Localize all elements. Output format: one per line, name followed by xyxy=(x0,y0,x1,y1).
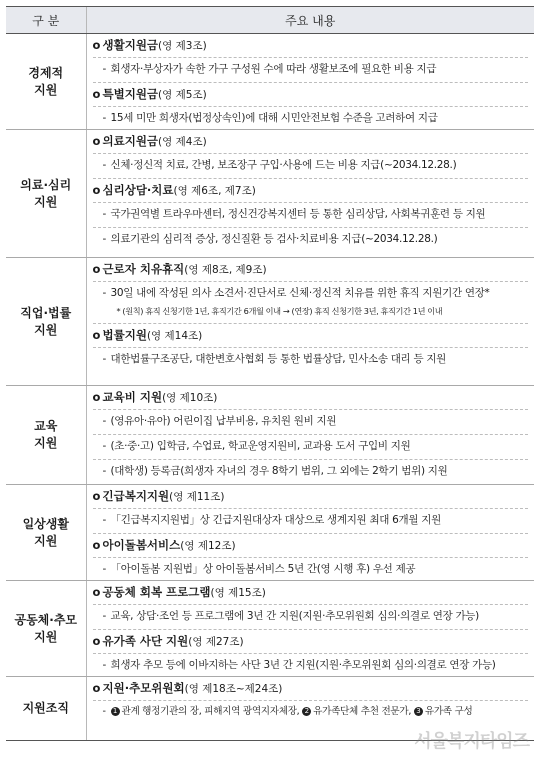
table-row xyxy=(6,130,534,258)
dash-icon: - xyxy=(102,563,106,575)
content-cell xyxy=(86,485,534,581)
item-name: 지원·추모위원회 xyxy=(102,681,185,695)
support-item xyxy=(87,258,535,324)
item-description xyxy=(93,410,529,432)
description-text: 「긴급복지지원법」상 긴급지원대상자 대상으로 생계지원 최대 6개월 지원 xyxy=(110,514,441,526)
item-name: 아이돌봄서비스 xyxy=(102,538,181,552)
bullet-icon: o xyxy=(92,681,101,695)
support-item xyxy=(87,83,535,129)
support-table xyxy=(6,6,534,741)
description-text: 대한법률구조공단, 대한변호사협회 등 통한 법률상담, 민사소송 대리 등 지원 xyxy=(110,353,447,365)
content-cell xyxy=(86,581,534,677)
category-cell: 교육 지원 xyxy=(6,386,86,485)
dash-icon: - xyxy=(102,659,106,671)
item-description xyxy=(93,460,529,482)
item-reference: (영 제3조) xyxy=(158,40,207,52)
item-description xyxy=(93,348,529,370)
number-circle-icon: 2 xyxy=(302,707,311,716)
dash-icon: - xyxy=(102,514,106,526)
category-cell: 지원조직 xyxy=(6,677,86,741)
item-description xyxy=(93,58,529,80)
item-title xyxy=(93,327,529,345)
category-cell: 공동체·추모 지원 xyxy=(6,581,86,677)
item-reference: (영 제11조) xyxy=(169,491,225,503)
bullet-icon: o xyxy=(92,87,101,101)
description-text: (대학생) 등록금(희생자 자녀의 경우 8학기 범위, 그 외에는 2학기 범위) 지원 xyxy=(110,465,448,477)
item-reference: (영 제14조) xyxy=(146,330,203,342)
item-description xyxy=(93,605,529,627)
description-text: 국가권역별 트라우마센터, 정신건강복지센터 등 통한 심리상담, 사회복귀훈련 등 지원 xyxy=(110,208,486,220)
support-item xyxy=(87,179,535,250)
bullet-icon: o xyxy=(92,183,101,197)
description-text: (영유아·유아) 어린이집 납부비용, 유치원 원비 지원 xyxy=(110,415,337,427)
item-description xyxy=(93,282,529,304)
item-title xyxy=(93,680,529,698)
item-description xyxy=(93,203,529,225)
dash-icon: - xyxy=(102,63,106,75)
description-text: 15세 미만 희생자(법정상속인)에 대해 시민안전보험 수준을 고려하여 지급 xyxy=(110,112,438,124)
footnote: * (원칙) 휴직 신청기한 1년, 휴직기간 6개월 이내 → (연장) 휴직 신청기한 3년, 휴직기간 1년 이내 xyxy=(116,306,443,316)
description-text: 회생자·부상자가 속한 가구 구성원 수에 따라 생활보조에 필요한 비용 지급 xyxy=(110,63,437,75)
description-text: 「아이돌봄 지원법」상 아이돌봄서비스 5년 간(영 시행 후) 우선 제공 xyxy=(110,563,416,575)
watermark-text: 서울복지타임즈 xyxy=(414,731,529,752)
item-title xyxy=(93,488,529,506)
bullet-icon: o xyxy=(92,38,101,52)
bullet-icon: o xyxy=(92,538,101,552)
item-title xyxy=(93,633,529,651)
dash-icon: - xyxy=(102,353,106,365)
item-description xyxy=(93,154,529,176)
description-text: 희생자 추모 등에 이바지하는 사단 3년 간 지원(지원·추모위원회 심의·의결로 연장 가능) xyxy=(110,659,496,671)
item-reference: (영 제18조~제24조) xyxy=(184,683,283,695)
item-name: 유가족 사단 지원 xyxy=(102,634,189,648)
category-cell: 일상생활 지원 xyxy=(6,485,86,581)
header-content: 주요 내용 xyxy=(86,7,534,34)
item-reference: (영 제10조) xyxy=(162,392,218,404)
item-name: 근로자 치유휴직 xyxy=(102,262,185,276)
dash-icon: - xyxy=(102,208,106,220)
dash-icon: - xyxy=(102,112,106,124)
support-item xyxy=(87,130,535,179)
item-name: 공동체 회복 프로그램 xyxy=(102,585,211,599)
description-text: 의료기관의 심리적 증상, 정신질환 등 검사·치료비용 지급(~2034.12.28.) xyxy=(110,233,438,245)
support-item xyxy=(87,386,535,482)
table-row xyxy=(6,485,534,581)
header-row xyxy=(6,7,534,34)
number-circle-icon: 3 xyxy=(414,707,423,716)
support-item xyxy=(87,534,535,580)
item-reference: (영 제15조) xyxy=(210,587,266,599)
item-title xyxy=(93,261,529,279)
table-row xyxy=(6,258,534,386)
content-cell xyxy=(86,130,534,258)
item-reference: (영 제12조) xyxy=(180,540,236,552)
table-row xyxy=(6,386,534,485)
item-title xyxy=(93,537,529,555)
support-item xyxy=(87,581,535,630)
content-cell xyxy=(86,258,534,386)
item-name: 긴급복지지원 xyxy=(102,489,170,503)
support-item xyxy=(87,485,535,534)
dash-icon: - xyxy=(102,706,106,717)
content-cell xyxy=(86,386,534,485)
item-reference: (영 제27조) xyxy=(188,636,244,648)
dash-icon: - xyxy=(102,233,106,245)
dash-icon: - xyxy=(102,415,106,427)
support-item xyxy=(87,630,535,676)
dash-icon: - xyxy=(102,440,106,452)
number-circle-icon: 1 xyxy=(111,707,120,716)
item-reference: (영 제5조) xyxy=(158,89,207,101)
support-item xyxy=(87,324,535,370)
item-description xyxy=(93,435,529,457)
dash-icon: - xyxy=(102,465,106,477)
description-text: 신체·정신적 치료, 간병, 보조장구 구입·사용에 드는 비용 지급(~2034.12.28.) xyxy=(110,159,457,171)
bullet-icon: o xyxy=(92,262,101,276)
dash-icon: - xyxy=(102,159,106,171)
description-text: 교육, 상담·조언 등 프로그램에 3년 간 지원(지원·추모위원회 심의·의결로 연장 가능) xyxy=(110,610,479,622)
item-name: 특별지원금 xyxy=(102,87,159,101)
bullet-icon: o xyxy=(92,585,101,599)
item-description xyxy=(93,654,529,676)
bullet-icon: o xyxy=(92,634,101,648)
item-title xyxy=(93,389,529,407)
category-cell: 의료·심리 지원 xyxy=(6,130,86,258)
item-title xyxy=(93,584,529,602)
category-cell: 경제적 지원 xyxy=(6,34,86,130)
header-category: 구 분 xyxy=(6,7,86,34)
description-text: (초·중·고) 입학금, 수업료, 학교운영지원비, 교과용 도서 구입비 지원 xyxy=(110,440,411,452)
item-title xyxy=(93,182,529,200)
table-row xyxy=(6,34,534,130)
item-reference: (영 제4조) xyxy=(158,136,207,148)
table-row xyxy=(6,581,534,677)
item-description xyxy=(93,228,529,250)
item-name: 교육비 지원 xyxy=(102,390,163,404)
item-title xyxy=(93,133,529,151)
support-item xyxy=(87,677,535,723)
item-title xyxy=(93,86,529,104)
item-description xyxy=(93,107,529,129)
item-title xyxy=(93,37,529,55)
item-description xyxy=(93,701,529,723)
item-description xyxy=(93,558,529,580)
item-name: 심리상담·치료 xyxy=(102,183,174,197)
item-reference: (영 제6조, 제7조) xyxy=(173,185,256,197)
description-text: 유가족단체 추천 전문가, xyxy=(313,706,414,717)
item-name: 법률지원 xyxy=(102,328,147,342)
description-text: 유가족 구성 xyxy=(424,706,473,717)
bullet-icon: o xyxy=(92,134,101,148)
dash-icon: - xyxy=(102,287,106,299)
item-name: 의료지원금 xyxy=(102,134,159,148)
dash-icon: - xyxy=(102,610,106,622)
description-text: 30일 내에 작성된 의사 소견서·진단서로 신체·정신적 치유를 위한 휴직 지원기간 연장* xyxy=(110,287,490,299)
item-name: 생활지원금 xyxy=(102,38,159,52)
description-text: 관계 행정기관의 장, 피해지역 광역지자체장, xyxy=(121,706,303,717)
support-item xyxy=(87,34,535,83)
category-cell: 직업·법률 지원 xyxy=(6,258,86,386)
bullet-icon: o xyxy=(92,390,101,404)
item-description xyxy=(93,509,529,531)
bullet-icon: o xyxy=(92,489,101,503)
bullet-icon: o xyxy=(92,328,101,342)
item-reference: (영 제8조, 제9조) xyxy=(184,264,267,276)
content-cell xyxy=(86,34,534,130)
